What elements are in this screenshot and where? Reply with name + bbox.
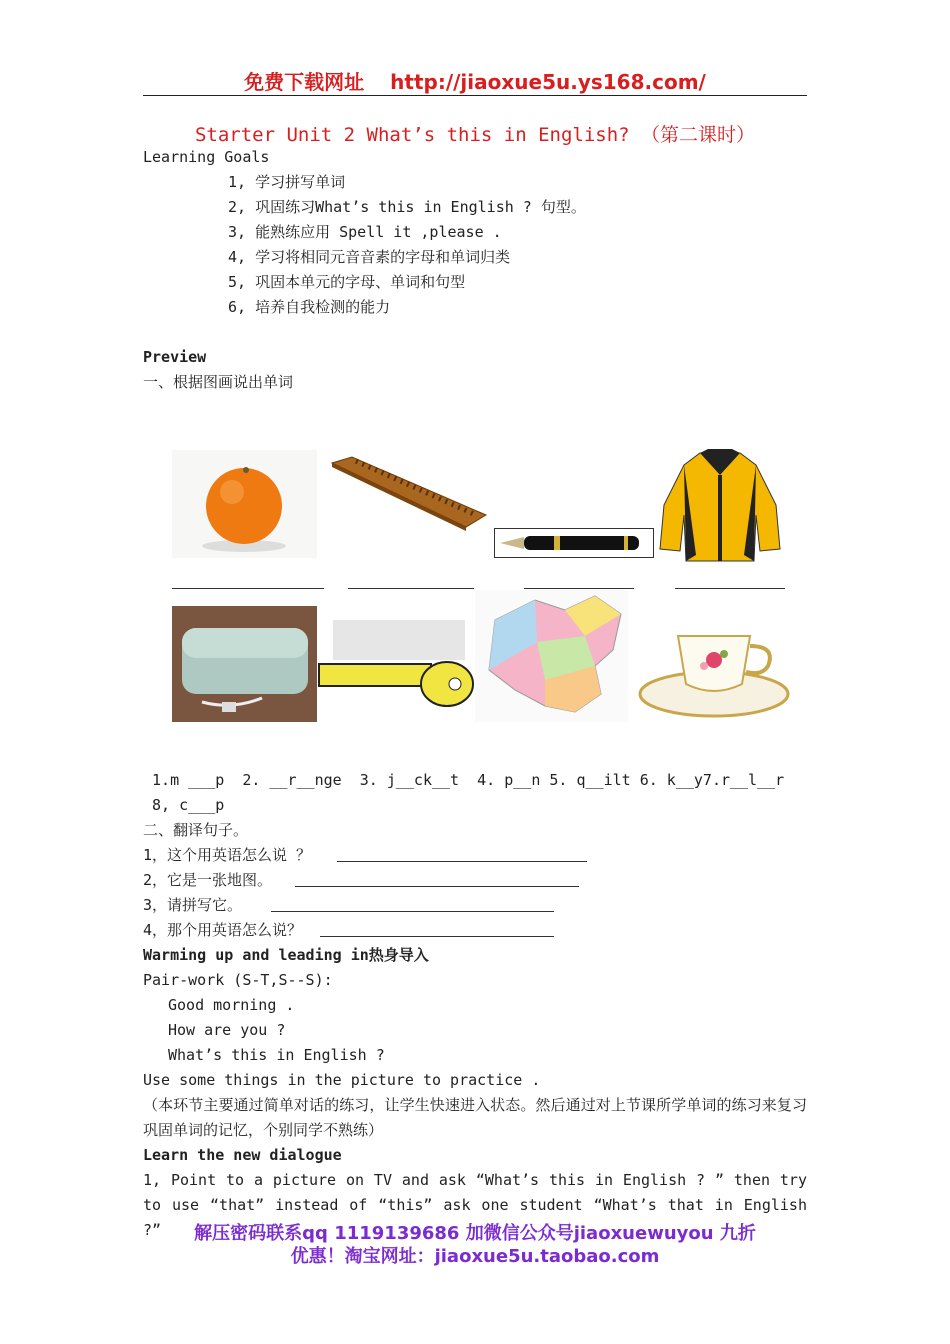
goal-item: 5, 巩固本单元的字母、单词和句型	[228, 273, 466, 291]
dialogue-line: What’s this in English ?	[168, 1046, 385, 1064]
preview-part2: 二、翻译句子。	[143, 821, 249, 839]
goals-heading: Learning Goals	[143, 148, 270, 166]
ruler-image	[326, 455, 488, 535]
goal-item: 3, 能熟练应用 Spell it ,please .	[228, 223, 502, 241]
practice-instruction: Use some things in the picture to practice .	[143, 1071, 541, 1089]
header-url[interactable]: http://jiaoxue5u.ys168.com/	[390, 70, 706, 94]
header-divider	[143, 95, 807, 96]
learn-heading: Learn the new dialogue	[143, 1146, 342, 1164]
goal-item: 6, 培养自我检测的能力	[228, 298, 391, 316]
answer-line	[320, 936, 554, 937]
learn-paragraph: 1, Point to a picture on TV and ask “What’s this in English ? ” then try to use “that” instead of “this” ask one student “What’s that in English ?”	[143, 1171, 807, 1239]
goal-item: 1, 学习拼写单词	[228, 173, 346, 191]
header-label: 免费下载网址	[244, 70, 365, 94]
answer-line	[337, 861, 587, 862]
fill-blanks-line1: 1.m ___p 2. __r__nge 3. j__ck__t 4. p__n 5. q__ilt 6. k__y7.r__l__r	[143, 771, 785, 789]
dialogue-line: Good morning .	[168, 996, 295, 1014]
translate-sentence-2: 2，它是一张地图。	[143, 871, 273, 889]
orange-image	[172, 450, 317, 558]
download-header	[0, 66, 950, 95]
answer-line	[675, 588, 785, 589]
pen-image	[494, 528, 654, 558]
fill-blanks-line2: 8, c___p	[143, 796, 225, 814]
warming-heading: Warming up and leading in热身导入	[143, 946, 429, 964]
jacket-image	[656, 445, 784, 563]
answer-line	[524, 588, 634, 589]
quilt-image	[172, 606, 317, 722]
preview-heading: Preview	[143, 348, 207, 366]
goal-item: 2, 巩固练习What’s this in English ? 句型。	[228, 198, 586, 216]
answer-line	[172, 588, 324, 589]
answer-line	[295, 886, 579, 887]
translate-sentence-1: 1，这个用英语怎么说 ？	[143, 846, 312, 864]
answer-line	[271, 911, 554, 912]
map-image	[475, 590, 628, 722]
preview-part1: 一、根据图画说出单词	[143, 373, 294, 391]
translate-sentence-3: 3，请拼写它。	[143, 896, 243, 914]
teacher-note: （本环节主要通过简单对话的练习，让学生快速进入状态。然后通过对上节课所学单词的练习来复习巩固单词的记忆，个别同学不熟练）	[143, 1096, 807, 1139]
pair-work: Pair-work (S-T,S--S):	[143, 971, 333, 989]
cup-image	[638, 620, 793, 724]
answer-line	[348, 588, 474, 589]
document-title: Starter Unit 2 What’s this in English? （第二课时）	[194, 124, 756, 146]
key-image	[317, 620, 475, 708]
footer-line2: 优惠！淘宝网址：jiaoxue5u.taobao.com	[290, 1246, 660, 1267]
translate-sentence-4: 4，那个用英语怎么说？	[143, 921, 303, 939]
footer-line1: 解压密码联系qq 1119139686 加微信公众号jiaoxuewuyou 九折	[194, 1223, 756, 1244]
goal-item: 4, 学习将相同元音音素的字母和单词归类	[228, 248, 511, 266]
dialogue-line: How are you ?	[168, 1021, 286, 1039]
